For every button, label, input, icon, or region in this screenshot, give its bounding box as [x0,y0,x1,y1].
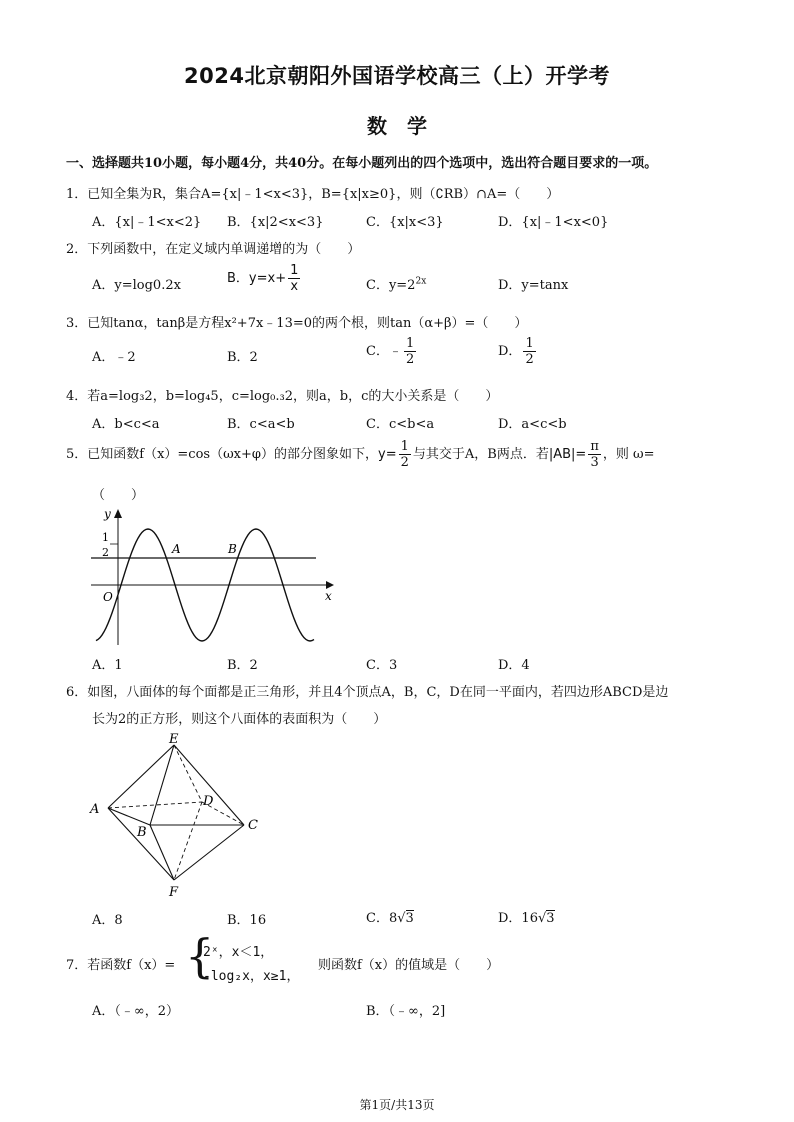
edge-cf [174,825,244,880]
q2-option-c-exponent: 2x [415,276,427,287]
q1-option-b: B．{x|2<x<3} [227,215,324,230]
question-1-stem: 1．已知全集为R，集合A={x|﹣1<x<3}，B={x|x≥0}，则（∁RB）∩A=（ ） [66,187,560,202]
q3-option-d [498,337,538,366]
q4-option-c: C．c<b<a [366,417,435,432]
q7-option-a: A．（﹣∞，2） [92,1004,179,1019]
q1-option-d: D．{x|﹣1<x<0} [498,215,609,230]
q3-option-b: B．2 [227,350,258,365]
vertex-c-label: C [248,818,258,833]
sqrt-radicand: 3 [546,911,555,926]
q6-octahedron-figure [84,730,264,900]
subject-title: 数 学 [367,114,427,138]
fraction-denominator: x [290,279,299,294]
q4-option-a: A．b<c<a [92,417,160,432]
fraction-denominator: 2 [525,352,534,367]
point-a-label: A [172,542,181,556]
q7-option-b: B．（﹣∞，2] [366,1004,446,1019]
point-b-label: B [228,542,237,556]
q6-option-d-text: D．16 [498,911,538,926]
q5-equals: = [575,447,587,462]
q3-option-c [366,337,418,366]
question-6-stem-line2: 长为2的正方形，则这个八面体的表面积为（ ） [92,712,387,727]
edge-af [108,808,174,880]
q2-option-b-fraction [288,264,300,293]
fraction-denominator: 2 [405,352,415,367]
q1-option-a: A．{x|﹣1<x<2} [92,215,202,230]
question-7-post: 则函数f（x）的值域是（ ） [318,958,500,973]
x-axis-arrow-icon [326,581,334,589]
q5-option-a: A．1 [92,658,123,673]
q5-pi-fraction [588,440,601,469]
half-tick-numerator: 1 [102,531,109,544]
vertex-b-label: B [137,825,147,840]
vertex-a-label: A [90,802,100,817]
vertex-e-label: E [169,732,179,747]
q3-option-c-text: C．﹣ [366,344,402,359]
origin-label: O [103,590,113,604]
q5-answer-blank: （ ） [92,488,145,503]
sqrt-icon: √ [397,911,406,926]
q3-option-d-text: D． [498,344,522,359]
q3-option-a: A．﹣2 [92,350,136,365]
edge-bf [150,825,174,880]
question-6-stem-line1: 6．如图，八面体的每个面都是正三角形，并且4个顶点A，B，C，D在同一平面内，若四边形ABCD是边 [66,685,669,700]
q2-option-c-text: C．y=2 [366,278,416,293]
q5-stem-mid: 与其交于A，B两点．若 [412,447,549,462]
q4-option-b: B．c<a<b [227,417,295,432]
question-2-stem: 2．下列函数中，在定义域内单调递增的为（ ） [66,242,361,257]
q2-option-b [227,264,302,293]
q1-option-c: C．{x|x<3} [366,215,444,230]
q5-stem-pre: 5．已知函数f（x）=cos（ωx+φ）的部分图象如下， [66,447,379,462]
y-axis-arrow-icon [114,509,122,518]
q5-y-equals: y= [378,447,397,462]
question-3-stem: 3．已知tanα，tanβ是方程x²+7x﹣13=0的两个根，则tan（α+β）=（ ） [66,316,528,331]
q6-option-c-text: C．8 [366,911,398,926]
q5-option-c: C．3 [366,658,398,673]
question-7-pre: 7．若函数f（x）= [66,958,176,973]
q7-case-1: 2ˣ，x＜1， [203,945,274,960]
q5-stem-post: ，则 ω= [602,447,655,462]
fraction-numerator: 1 [405,336,415,351]
vertex-f-label: F [169,885,179,900]
q7-case-2: -log₂x，x≥1， [203,969,300,984]
q3-option-c-fraction [404,337,416,366]
question-4-stem: 4．若a=log₃2，b=log₄5，c=log₀.₃2，则a，b，c的大小关系是（ ） [66,389,499,404]
q5-ab-length: |AB| [548,447,576,462]
q5-cosine-graph [88,505,338,650]
q6-option-b: B．16 [227,913,267,928]
edge-ab [108,808,150,825]
q2-option-d: D．y=tanx [498,278,569,293]
q4-option-d: D．a<c<b [498,417,567,432]
q6-option-d [498,907,555,926]
page-title: 2024北京朝阳外国语学校高三（上）开学考 [184,64,610,88]
piecewise-brace-icon: { [185,929,215,983]
q6-option-c [366,907,414,926]
sqrt-icon: √ [537,911,547,926]
fraction-numerator: 1 [290,263,299,278]
q6-option-a: A．8 [92,913,123,928]
section-heading: 一、选择题共10小题，每小题4分，共40分。在每小题列出的四个选项中，选出符合题目要求的一项。 [66,156,658,171]
hidden-edge-ed [174,745,202,802]
fraction-numerator: 1 [525,336,534,351]
q2-option-c [366,274,426,293]
fraction-denominator: 3 [590,455,599,470]
q3-option-d-fraction [523,337,535,366]
edge-ec [174,745,244,825]
fraction-numerator: π [590,439,599,454]
page-footer: 第1页/共13页 [359,1098,435,1112]
question-5-stem [66,440,655,469]
q5-option-b: B．2 [227,658,258,673]
q5-half-fraction [399,440,411,469]
half-tick-denominator: 2 [102,546,109,559]
q2-option-a: A．y=log0.2x [92,278,181,293]
y-axis-label: y [104,507,111,521]
fraction-numerator: 1 [400,439,409,454]
q2-option-b-text: B．y=x+ [227,271,287,286]
fraction-denominator: 2 [400,455,409,470]
q5-option-d: D．4 [498,658,530,673]
vertex-d-label: D [203,794,214,809]
sqrt-radicand: 3 [405,911,414,926]
hidden-edge-df [174,802,202,880]
x-axis-label: x [325,589,332,603]
